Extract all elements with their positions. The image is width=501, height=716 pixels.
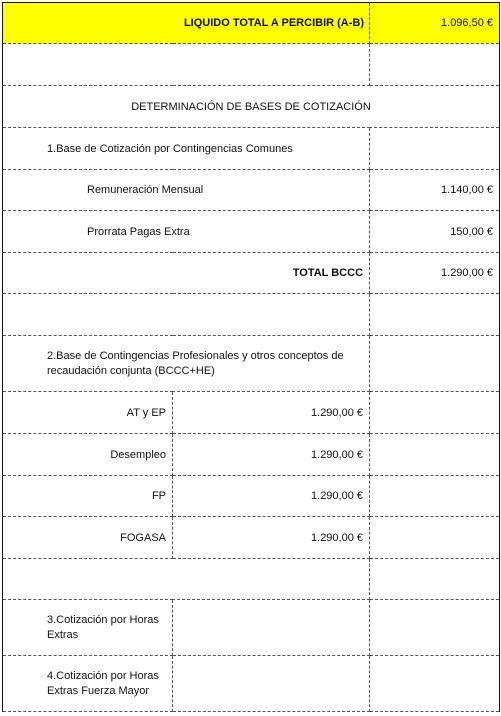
profesionales-row-value[interactable]: 1.290,00 € (173, 434, 370, 476)
empty-cell[interactable] (370, 656, 500, 712)
empty-row (3, 294, 500, 336)
profesionales-heading-row (3, 336, 500, 392)
profesionales-heading[interactable]: 2.Base de Contingencias Profesionales y otros conceptos de recaudación conjunta (BCCC+HE) (3, 336, 370, 392)
bccc-row-label[interactable]: Prorrata Pagas Extra (3, 211, 370, 253)
bccc-heading[interactable]: 1.Base de Cotización por Contingencias Comunes (3, 128, 370, 170)
profesionales-row-value[interactable]: 1.290,00 € (173, 392, 370, 434)
empty-cell[interactable] (370, 559, 500, 600)
empty-cell[interactable] (173, 600, 370, 656)
bccc-row (3, 170, 500, 211)
bccc-total-label[interactable]: TOTAL BCCC (3, 253, 370, 294)
profesionales-row (3, 517, 500, 559)
section-title-row (3, 86, 500, 128)
profesionales-row-value[interactable]: 1.290,00 € (173, 517, 370, 559)
profesionales-row-label[interactable]: AT y EP (3, 392, 173, 434)
net-total-row (3, 3, 500, 44)
empty-cell[interactable] (370, 336, 500, 392)
empty-row (3, 559, 500, 600)
empty-cell[interactable] (3, 44, 370, 86)
bccc-row-label[interactable]: Remuneración Mensual (3, 170, 370, 211)
empty-cell[interactable] (370, 434, 500, 476)
horas-fuerza-mayor-row (3, 656, 500, 712)
profesionales-row (3, 434, 500, 476)
profesionales-row (3, 476, 500, 517)
empty-cell[interactable] (3, 559, 370, 600)
profesionales-row-label[interactable]: Desempleo (3, 434, 173, 476)
horas-extras-row (3, 600, 500, 656)
horas-fuerza-mayor-label[interactable]: 4.Cotización por Horas Extras Fuerza Mayor (3, 656, 173, 712)
profesionales-row-label[interactable]: FOGASA (3, 517, 173, 559)
bccc-row (3, 211, 500, 253)
section-title[interactable]: DETERMINACIÓN DE BASES DE COTIZACIÓN (3, 86, 500, 128)
profesionales-row (3, 392, 500, 434)
contribution-table (2, 2, 500, 712)
bccc-row-value[interactable]: 150,00 € (370, 211, 500, 253)
empty-cell[interactable] (3, 294, 370, 336)
empty-cell[interactable] (370, 392, 500, 434)
empty-cell[interactable] (370, 476, 500, 517)
bccc-row-value[interactable]: 1.140,00 € (370, 170, 500, 211)
profesionales-row-label[interactable]: FP (3, 476, 173, 517)
horas-extras-label[interactable]: 3.Cotización por Horas Extras (3, 600, 173, 656)
empty-cell[interactable] (173, 656, 370, 712)
empty-row (3, 44, 500, 86)
empty-cell[interactable] (370, 517, 500, 559)
bccc-total-value[interactable]: 1.290,00 € (370, 253, 500, 294)
net-total-label[interactable]: LIQUIDO TOTAL A PERCIBIR (A-B) (3, 3, 370, 44)
empty-cell[interactable] (370, 600, 500, 656)
net-total-value[interactable]: 1.096,50 € (370, 3, 500, 44)
empty-cell[interactable] (370, 294, 500, 336)
empty-cell[interactable] (370, 128, 500, 170)
bccc-total-row (3, 253, 500, 294)
profesionales-row-value[interactable]: 1.290,00 € (173, 476, 370, 517)
empty-cell[interactable] (370, 44, 500, 86)
bccc-heading-row (3, 128, 500, 170)
